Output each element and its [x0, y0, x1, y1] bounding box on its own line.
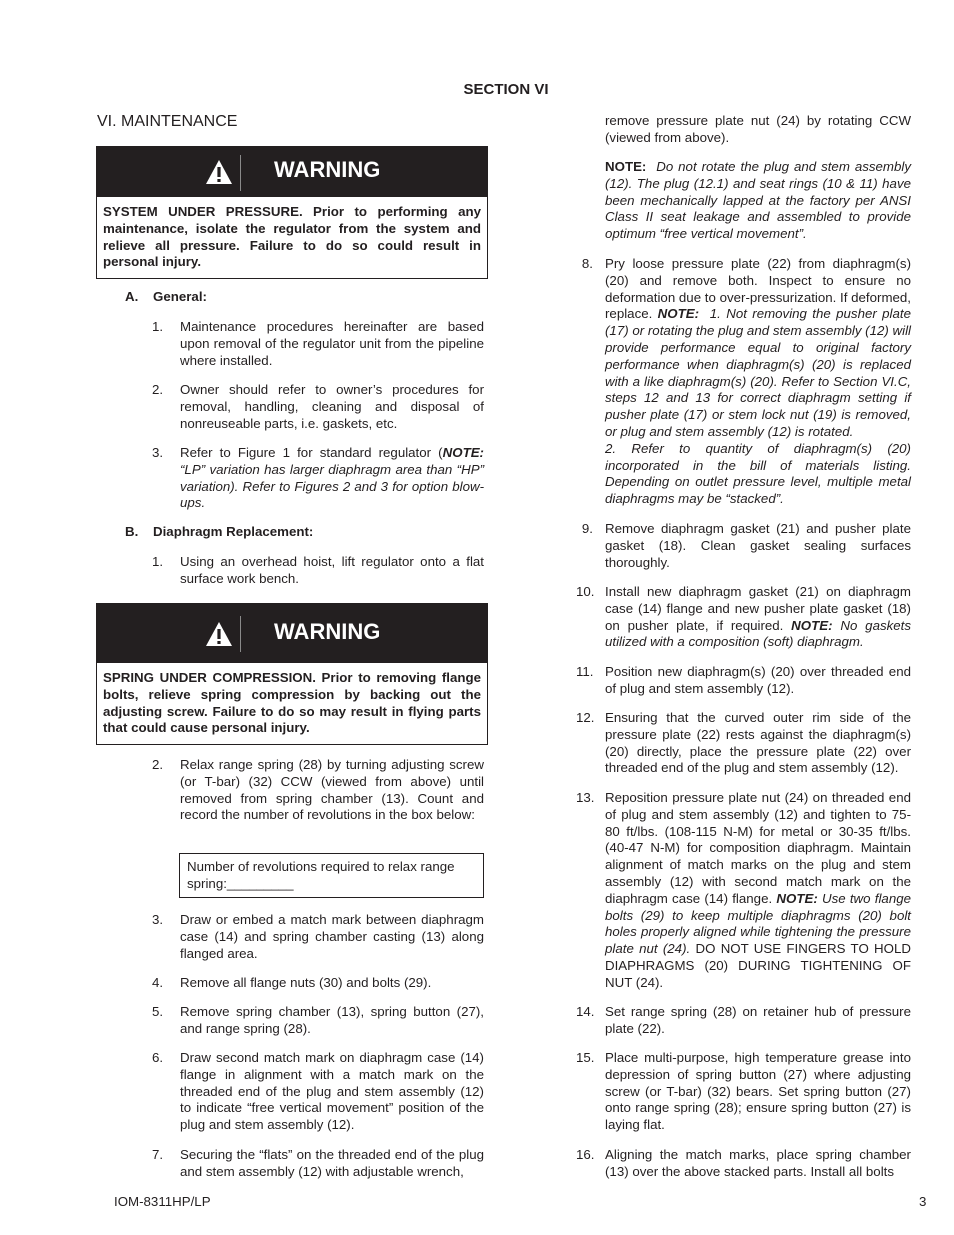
item-text: Relax range spring (28) by turning adjusting screw (or T-bar) (32) CCW (viewed from above) until removed from spring chamber (13). Count and record the number of revolutions in the box below:	[180, 757, 484, 823]
warning-header	[97, 147, 487, 197]
list-item	[152, 912, 484, 962]
note-block	[576, 159, 911, 243]
list-item	[576, 1004, 911, 1038]
list-item	[576, 710, 911, 777]
item-text: Remove all flange nuts (30) and bolts (29).	[180, 975, 432, 990]
item-text: Draw second match mark on diaphragm case (14) flange in alignment with a match mark on the threaded end of the plug and stem assembly (12) to indicate “free vertical movement” position of the plug and stem assembly (12).	[180, 1050, 484, 1133]
item-text	[605, 790, 911, 992]
item-number: 3.	[152, 912, 164, 927]
list-item	[152, 757, 484, 824]
footer-page-number: 3	[919, 1194, 927, 1209]
item-number: 2.	[152, 757, 164, 772]
note-body: No gaskets utilized with a composition (soft) diaphragm.	[605, 617, 911, 650]
item-number: 8.	[581, 256, 593, 271]
list-item	[576, 1050, 911, 1134]
note-body: Do not rotate the plug and stem assembly (12). The plug (12.1) and seat rings (10 & 11) have been mechanically lapped at the factory per ANSI Class II seat leakage and assembled to provide optimum “free vertical movement”.	[605, 159, 911, 242]
item-text: Remove spring chamber (13), spring button (27), and range spring (28).	[180, 1004, 484, 1036]
section-title: SECTION VI	[463, 81, 549, 98]
item-number: 10.	[576, 584, 595, 599]
item-number: 13.	[576, 790, 595, 805]
item-number: 4.	[152, 975, 164, 990]
subsection-letter-a: A.	[125, 289, 139, 304]
maintenance-heading: VI. MAINTENANCE	[97, 113, 238, 130]
subsection-general-heading: General:	[153, 289, 207, 304]
list-item	[152, 1004, 484, 1038]
item-text	[605, 584, 911, 651]
note-label: NOTE:	[442, 445, 484, 460]
item-number: 12.	[576, 710, 595, 725]
item-text	[605, 256, 911, 508]
item-text	[180, 445, 484, 512]
note-label: NOTE:	[605, 159, 647, 174]
list-item	[152, 382, 484, 432]
item-text: Using an overhead hoist, lift regulator onto a flat surface work bench.	[180, 554, 484, 586]
item-number: 14.	[576, 1004, 595, 1019]
warning-divider	[240, 155, 241, 191]
note-text	[605, 159, 911, 243]
subsection-letter-b: B.	[125, 524, 139, 539]
item-number: 2.	[152, 382, 164, 397]
revolutions-text: Number of revolutions required to relax range spring:_________	[187, 859, 455, 891]
note-body-2: 2. Refer to quantity of diaphragm(s) (20) incorporated in the bill of materials listing. Depending on outlet pressure level, multiple metal diaphragms may be “stacked”.	[605, 440, 911, 507]
list-item	[152, 1050, 484, 1134]
note-label: NOTE:	[657, 306, 700, 322]
warning-label: WARNING	[274, 157, 381, 182]
item-text: Owner should refer to owner’s procedures for removal, handling, cleaning and disposal of nonreuseable parts, i.e. gaskets, etc.	[180, 382, 484, 431]
caution-caps: DO NOT USE FINGERS TO HOLD DIAPHRAGMS (20) DURING TIGHTENING OF NUT (24).	[605, 941, 911, 990]
warning-header	[97, 604, 487, 663]
list-item	[576, 1147, 911, 1181]
note-text: “LP” variation has larger diaphragm area than “HP” variation). Refer to Figures 2 and 3 for option blow-ups.	[180, 461, 484, 511]
warning-triangle-icon	[205, 159, 233, 190]
list-item	[576, 521, 911, 571]
warning-divider	[240, 616, 241, 652]
note-body: Use two flange bolts (29) to keep multiple diaphragms (20) bolt holes properly aligned while tightening the pressure plate nut (24).	[605, 890, 912, 957]
list-item	[576, 584, 911, 651]
subsection-diaphragm-heading: Diaphragm Replacement:	[153, 524, 314, 539]
revolutions-record-box	[179, 853, 484, 898]
warning-label: WARNING	[274, 619, 381, 644]
list-item	[152, 1147, 484, 1181]
item-number: 1.	[152, 554, 164, 569]
item-text: Securing the “flats” on the threaded end of the plug and stem assembly (12) with adjustable wrench,	[180, 1147, 484, 1179]
item-text: Position new diaphragm(s) (20) over threaded end of plug and stem assembly (12).	[605, 664, 911, 696]
warning-triangle-icon	[205, 621, 233, 652]
note-label: NOTE:	[791, 617, 833, 633]
warning-box-spring	[96, 603, 488, 745]
item-body: Install new diaphragm gasket (21) on diaphragm case (14) flange and new pusher plate gasket (18) on pusher plate, if required.	[605, 584, 911, 633]
footer-document-id: IOM-8311HP/LP	[114, 1194, 211, 1209]
item-text: Ensuring that the curved outer rim side of the pressure plate (22) rests against the diaphragm(s) (20) directly, place the pressure plate (22) over threaded end of the plug and stem assembly (12).	[605, 710, 911, 776]
list-item	[152, 975, 484, 992]
item-text-a: Refer to Figure 1 for standard regulator (	[180, 445, 443, 460]
item-text: Remove diaphragm gasket (21) and pusher plate gasket (18). Clean gasket sealing surfaces thoroughly.	[605, 521, 911, 570]
item-number: 6.	[152, 1050, 164, 1065]
list-item	[576, 790, 911, 992]
item-text: Aligning the match marks, place spring chamber (13) over the above stacked parts. Install all bolts	[605, 1147, 911, 1179]
item-text: Draw or embed a match mark between diaphragm case (14) and spring chamber casting (13) along flanged area.	[180, 912, 484, 961]
list-item	[576, 256, 911, 508]
list-item-continued	[576, 113, 911, 147]
note-label: NOTE:	[776, 890, 818, 906]
warning-text: SYSTEM UNDER PRESSURE. Prior to performing any maintenance, isolate the regulator from the system and relieve all pressure. Failure to do so could result in personal injury.	[103, 204, 481, 270]
list-item	[152, 554, 484, 588]
item-body: Reposition pressure plate nut (24) on threaded end of plug and stem assembly (12) and tighten to 75-80 ft/lbs. (108-115 N-M) for metal or 30-35 ft/lbs. (40-47 N-M) for composition diaphragm. Maintain alignment of match marks on the plug and stem assembly (12) with second match mark on the diaphragm case (14) flange.	[605, 790, 911, 906]
item-number: 5.	[152, 1004, 164, 1019]
list-item	[576, 664, 911, 698]
item-text: Set range spring (28) on retainer hub of pressure plate (22).	[605, 1004, 911, 1036]
note-body: 1. Not removing the pusher plate (17) or rotating the plug and stem assembly (12) will provide performance equal to original factory performance when diaphragm(s) (20) is replaced with a like diaphragm(s) (20). Refer to Section VI.C, steps 12 and 13 for correct diaphragm setting if pusher plate (17) or stem lock nut (19) is removed, or plug and stem assembly (12) is rotated.	[605, 306, 911, 439]
list-item	[152, 319, 484, 369]
item-number: 11.	[576, 664, 594, 679]
item-number: 1.	[152, 319, 164, 334]
item-number: 16.	[576, 1147, 595, 1162]
item-number: 7.	[152, 1147, 164, 1162]
item-text: Maintenance procedures hereinafter are based upon removal of the regulator unit from the pipeline where installed.	[180, 319, 484, 368]
warning-text: SPRING UNDER COMPRESSION. Prior to removing flange bolts, relieve spring compression by backing out the adjusting screw. Failure to do so may result in flying parts that could cause personal injury.	[103, 670, 481, 736]
item-number: 3.	[152, 445, 164, 460]
item-text: Place multi-purpose, high temperature grease into depression of spring button (27) where adjusting screw (or T-bar) (32) bears. Set spring button (27) onto range spring (28); ensure spring button (27) is laying flat.	[605, 1050, 911, 1133]
item-number: 15.	[576, 1050, 595, 1065]
item-number: 9.	[581, 521, 593, 536]
item-body: Pry loose pressure plate (22) from diaphragm(s) (20) and remove both. Inspect to ensure no deformation due to over-pressurization. If deformed, replace.	[605, 256, 911, 322]
item-text: remove pressure plate nut (24) by rotating CCW (viewed from above).	[605, 113, 911, 145]
warning-box-pressure	[96, 146, 488, 279]
list-item	[152, 445, 484, 512]
